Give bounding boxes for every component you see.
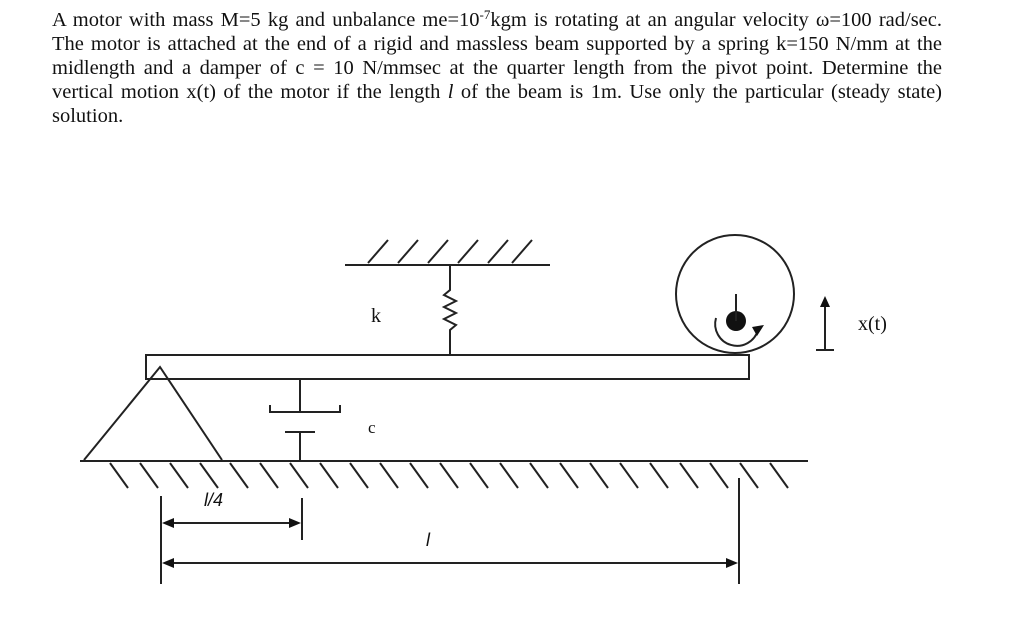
unbalance-exponent: -7 bbox=[479, 7, 491, 22]
full-length-label: l bbox=[426, 530, 430, 550]
spring bbox=[444, 265, 456, 354]
pivot-support bbox=[84, 367, 222, 460]
displacement-label: x(t) bbox=[858, 313, 887, 335]
ground bbox=[80, 461, 808, 488]
damper-label: c bbox=[368, 418, 376, 437]
problem-text-part2: kgm is rotating at an angular velocity ω=100 rad/sec. The motor is attached at the end of a rigid and massless beam supported by a spring k=150 N/mm at the midlength and a damper of c = 10 N/mmsec at the quarter length from the pivot point. Determine the vertical motion x(t) of the motor if the length bbox=[52, 9, 942, 103]
quarter-length-label: l/4 bbox=[204, 490, 224, 510]
problem-text-part1: A motor with mass M=5 kg and unbalance me=10 bbox=[52, 9, 480, 31]
spring-label: k bbox=[371, 305, 381, 327]
motor bbox=[676, 235, 794, 353]
ceiling-support bbox=[345, 240, 550, 265]
dimension-arrowheads bbox=[162, 518, 738, 568]
length-symbol: l bbox=[447, 81, 454, 103]
damper bbox=[270, 379, 340, 460]
displacement-arrow bbox=[816, 296, 834, 350]
dimension-lines bbox=[161, 478, 739, 584]
problem-text-part3: of the beam is 1m. Use only the particular (steady state) solution. bbox=[52, 81, 942, 127]
rigid-beam bbox=[146, 355, 749, 379]
